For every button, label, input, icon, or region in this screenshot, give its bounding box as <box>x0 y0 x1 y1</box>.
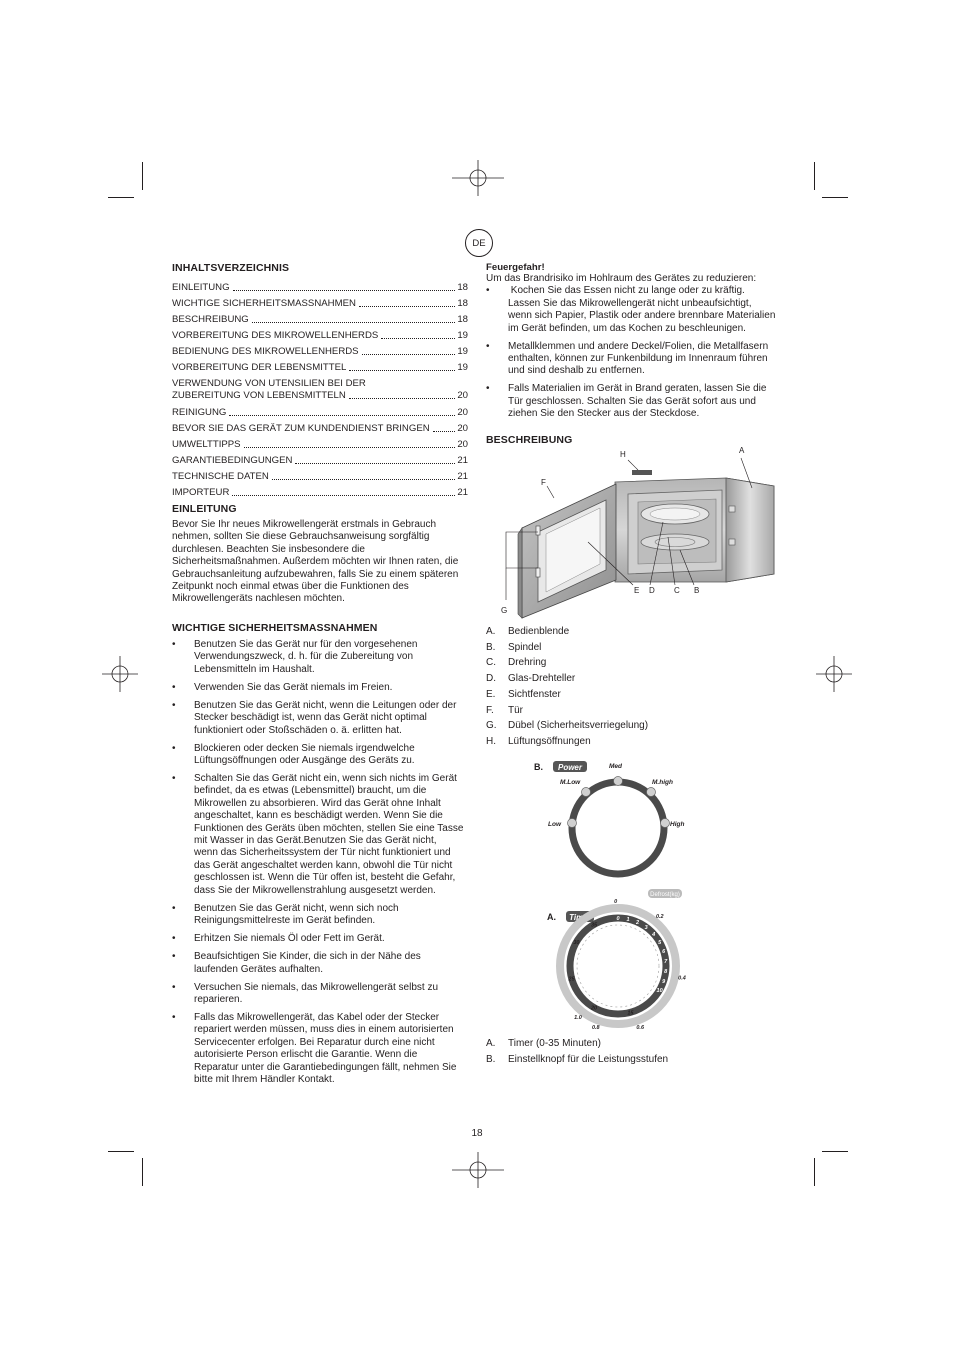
list-item <box>172 951 472 976</box>
einleitung-text <box>172 519 472 606</box>
einleitung-line: Zeitpunkt noch einmal etwas über die Funktionen des <box>172 581 409 593</box>
language-badge <box>465 229 493 257</box>
legend-item <box>486 703 786 719</box>
legend-text: Bedienblende <box>508 626 570 637</box>
einleitung-line: nehmen, sollten Sie diese Gebrauchsanweisung sorgfältig <box>172 531 430 543</box>
toc-item <box>172 282 468 294</box>
toc-item <box>172 439 468 451</box>
legend-text: Timer (0-35 Minuten) <box>508 1038 601 1049</box>
timer-minute-tick: 6 <box>662 949 666 956</box>
figure-label-c: C <box>674 586 680 595</box>
toc-item-label: TECHNISCHE DATEN <box>172 471 269 482</box>
legend-key: H. <box>486 735 496 747</box>
list-item-line: laufenden Gerätes aufhalten. <box>194 963 323 975</box>
toc-item <box>172 455 468 467</box>
power-level-mlow: M.Low <box>560 779 581 786</box>
legend-text: Glas-Drehteller <box>508 673 576 685</box>
list-item-line: geschlossen ist. Wenn die Tür offen ist, besteht die Gefahr, <box>194 872 456 884</box>
toc-item-label: VORBEREITUNG DES MIKROWELLENHERDS <box>172 330 379 341</box>
figure-label-e: E <box>634 586 640 595</box>
timer-minute-tick: 5 <box>658 940 662 946</box>
toc-item <box>172 471 468 483</box>
legend-key: A. <box>486 1038 496 1049</box>
timer-minute-tick: 9 <box>662 978 666 985</box>
legend-item <box>486 687 786 703</box>
list-item-line: im Gerät befinden, um das Kochen zu beschleunigen. <box>508 322 746 334</box>
list-item-line: Servicecenter erfolgen. Bei Reparatur durch eine nicht <box>194 1036 435 1048</box>
list-item-line: funktioniert oder Stoßschäden o. ä. erlitten hat. <box>194 724 402 736</box>
timer-minute-tick: 7 <box>664 959 668 965</box>
legend-key: B. <box>486 641 496 653</box>
timer-minute-tick: 15 <box>627 1010 634 1017</box>
list-item-line: • Benutzen Sie das Gerät nur für den vorgesehenen <box>194 639 418 650</box>
list-item <box>486 383 786 420</box>
toc-item <box>172 330 468 342</box>
list-item-line: Lassen Sie das Mikrowellengerät nicht unbeaufsichtigt, <box>508 297 752 309</box>
list-item-line: • Blockieren oder decken Sie niemals irgendwelche <box>194 742 415 754</box>
figure-label-g: G <box>501 606 508 615</box>
list-item-line: • Beaufsichtigen Sie Kinder, die sich in der Nähe des <box>194 951 421 963</box>
toc-item-label: VORBEREITUNG DER LEBENSMITTEL <box>172 362 347 373</box>
toc-item-page: 21 <box>457 487 468 498</box>
feuer-list <box>486 285 786 420</box>
list-item-line: • Verwenden Sie das Gerät niemals im Freien. <box>194 681 393 693</box>
left-column <box>172 262 472 1085</box>
timer-minute-tick: 3 <box>644 925 648 932</box>
list-item-line: enthalten, können zur Funkenbildung im Innenraum führen <box>508 353 768 365</box>
list-item <box>172 682 472 694</box>
toc-item <box>172 378 468 402</box>
list-item-line: • Benutzen Sie das Gerät nicht, wenn die Leitungen oder der <box>194 699 457 711</box>
legend-text: Drehring <box>508 657 547 669</box>
list-item-line: das Gerät angeschaltet werden kann, obwohl die Tür nicht <box>194 859 453 871</box>
figure-label-h: H <box>620 450 626 459</box>
legend-text: Einstellknopf für die Leistungsstufen <box>508 1053 669 1065</box>
timer-minute-tick: 35 <box>590 922 598 929</box>
toc-item-page: 18 <box>457 298 468 309</box>
sicherheit-list <box>172 639 472 1092</box>
toc-item <box>172 362 468 374</box>
list-item-line: Reinigungsmittelreste im Gerät befinden. <box>194 915 376 927</box>
list-item-line: angeschaltet, kann es beschädigt werden. Wenn Sie die <box>194 810 443 822</box>
legend-text: Tür <box>508 704 523 716</box>
figure-label-f: F <box>541 478 546 487</box>
power-dial <box>520 756 700 886</box>
list-item-line: • Erhitzen Sie niemals Öl oder Fett im Gerät. <box>194 933 385 945</box>
beschreibung-title: BESCHREIBUNG <box>486 434 573 446</box>
microwave-figure <box>490 442 790 622</box>
feuer-intro: Um das Brandrisiko im Hohlraum des Gerätes zu reduzieren: <box>486 273 757 284</box>
timer-minute-tick: 30 <box>573 940 580 946</box>
list-item <box>172 933 472 945</box>
figure-label-d: D <box>649 586 655 595</box>
list-item-line: reparieren. <box>194 993 243 1005</box>
legend-key: E. <box>486 688 496 700</box>
toc-item-page: 21 <box>457 471 468 482</box>
toc-item <box>172 407 468 419</box>
toc-item-label: VERWENDUNG VON UTENSILIEN BEI DER <box>172 378 366 389</box>
einleitung-title: EINLEITUNG <box>172 503 237 515</box>
toc-item-label: REINIGUNG <box>172 407 227 418</box>
toc-title: INHALTSVERZEICHNIS <box>172 262 290 274</box>
legend-item <box>486 655 786 671</box>
list-item-line: Lebensmitteln im Haushalt. <box>194 663 315 675</box>
power-level-med: Med <box>609 763 622 770</box>
list-item-line: • Falls das Mikrowellengerät, das Kabel oder der Stecker <box>194 1011 440 1023</box>
toc-item-label: IMPORTEUR <box>172 487 230 498</box>
timer-kg-tick: 0.4 <box>678 975 686 982</box>
list-item <box>172 1012 472 1086</box>
list-item-line: • Metallklemmen und andere Deckel/Folien, die Metallfasern <box>508 340 769 352</box>
list-item <box>486 341 786 378</box>
list-item <box>172 903 472 928</box>
list-item <box>172 700 472 737</box>
list-item-line: • Benutzen Sie das Gerät nicht, wenn sich noch <box>194 902 399 914</box>
einleitung-line: Mikrowellengeräts nachlesen möchten. <box>172 593 345 605</box>
power-level-low: Low <box>548 821 561 828</box>
legend-item <box>486 624 786 640</box>
figure-label-a: A <box>739 446 745 455</box>
list-item-line: wenn sich Papier, Plastik oder andere brennbare Materialien <box>508 310 776 322</box>
einleitung-line: Gebrauchsanleitung aufzubewahren, falls Sie zu einem späteren <box>172 568 459 580</box>
list-item-line: Tür geschlossen. Schalten Sie das Gerät sofort aus und <box>508 395 756 407</box>
timer-dial <box>520 886 700 1036</box>
timer-minute-tick: 8 <box>664 969 668 975</box>
toc-item-page: 19 <box>457 346 468 357</box>
list-item-line: • Schalten Sie das Gerät nicht ein, wenn sich nichts im Gerät <box>194 773 457 785</box>
toc-item <box>172 298 468 310</box>
toc-item-page: 20 <box>457 390 468 401</box>
list-item-line: Mikrowellen zu absorbieren. Wird das Gerät ohne Inhalt <box>194 797 441 809</box>
legend-key: F. <box>486 704 494 716</box>
legend-text: Dübel (Sicherheitsverriegelung) <box>508 720 649 732</box>
toc-item <box>172 423 468 435</box>
timer-minute-tick: 25 <box>568 976 575 983</box>
list-item-line: wenn das Sicherheitssystem der Tür nicht funktioniert und <box>194 847 451 859</box>
toc-item-page: 20 <box>457 439 468 450</box>
legend-item <box>486 1052 786 1068</box>
toc-item-page: 20 <box>457 423 468 434</box>
timer-minute-tick: 4 <box>652 931 656 938</box>
einleitung-line: Sicherheitsmaßnahmen. Außerdem möchten wir Ihnen raten, die <box>172 556 459 568</box>
timer-minute-tick: 2 <box>635 920 640 927</box>
timer-kg-tick: 0 <box>614 899 618 905</box>
feuer-title: Feuergefahr! <box>486 262 545 273</box>
list-item-line: und sind deshalb zu entfernen. <box>508 365 645 377</box>
timer-kg-tick: 0.6 <box>636 1025 645 1032</box>
timer-minute-tick: 10 <box>656 988 663 994</box>
list-item-line: Stecker beschädigt ist, wenn das Gerät nicht optimal <box>194 712 427 724</box>
toc-item-page: 21 <box>457 455 468 466</box>
toc-item-label: BEDIENUNG DES MIKROWELLENHERDS <box>172 346 359 357</box>
toc-item <box>172 314 468 326</box>
power-level-high: High <box>670 821 685 828</box>
sicherheit-title: WICHTIGE SICHERHEITSMASSNAHMEN <box>172 622 378 634</box>
list-item <box>172 982 472 1007</box>
timer-dial-letter: A. <box>547 912 556 922</box>
toc-item-page: 20 <box>457 407 468 418</box>
toc-item-label: BEVOR SIE DAS GERÄT ZUM KUNDENDIENST BRINGEN <box>172 423 430 434</box>
legend-key: C. <box>486 657 496 669</box>
list-item-line: Lüftungsöffnungen oder Ausgänge des Geräts zu. <box>194 755 415 767</box>
toc-item-page: 18 <box>457 282 468 293</box>
legend-key: A. <box>486 626 496 637</box>
legend-text: Spindel <box>508 641 542 653</box>
power-level-mhigh: M.high <box>652 779 673 786</box>
legend-item <box>486 718 786 734</box>
toc-item-label: UMWELTTIPPS <box>172 439 241 450</box>
toc-item <box>172 487 468 499</box>
list-item-line: • Kochen Sie das Essen nicht zu lange oder zu kräftig. <box>508 285 745 297</box>
figure-label-b: B <box>694 586 700 595</box>
list-item-line: bitte mit Ihrem Händler Kontakt. <box>194 1073 335 1085</box>
legend-text: Sichtfenster <box>508 688 561 700</box>
toc-item-label: BESCHREIBUNG <box>172 314 249 325</box>
list-item-line: Verwendungszweck, d. h. für die Zubereitung von <box>194 651 414 663</box>
timer-kg-tick: 1.0 <box>574 1015 582 1022</box>
list-item-line: repariert werden müssen, muss dies in einem autorisierten <box>194 1024 454 1036</box>
list-item <box>172 639 472 676</box>
timer-kg-tick: 0.2 <box>655 914 664 921</box>
legend-item <box>486 671 786 687</box>
list-item-line: • Falls Materialien im Gerät in Brand geraten, lassen Sie die <box>508 383 767 395</box>
list-item <box>486 285 786 335</box>
list-item-line: mit Wasser in das Gerät.Benutzen Sie das Gerät nicht, <box>194 835 437 847</box>
list-item-line: ziehen Sie den Stecker aus der Steckdose. <box>508 408 700 420</box>
toc-item-page: 19 <box>457 330 468 341</box>
language-badge-text: DE <box>472 237 486 249</box>
list-item-line: dass Sie der Mikrowellenstrahlung ausgesetzt werden. <box>194 884 436 896</box>
defrost-badge: Defrost(kg) <box>650 892 680 898</box>
legend-key: B. <box>486 1053 496 1065</box>
list-item-line: • Versuchen Sie niemals, das Mikrowellengerät selbst zu <box>194 981 439 993</box>
list-item-line: Funktionen des Geräts üben möchten, stellen Sie eine Tasse <box>194 822 464 834</box>
list-item <box>172 743 472 768</box>
legend-item <box>486 734 786 750</box>
right-column <box>486 262 786 446</box>
dial-legend <box>486 1036 786 1067</box>
einleitung-line: Bevor Sie Ihr neues Mikrowellengerät erstmals in Gebrauch <box>172 519 437 530</box>
power-badge: Power <box>557 763 583 772</box>
list-item-line: befindet, da es etwas (Lebensmittel) braucht, um die <box>194 785 427 797</box>
table-of-contents <box>172 282 472 502</box>
toc-item-page: 19 <box>457 362 468 373</box>
power-dial-letter: B. <box>534 762 543 772</box>
timer-badge: Timer <box>569 913 591 922</box>
list-item-line: Reparatur unter die Garantiebedingungen fällt, nehmen Sie <box>194 1061 457 1073</box>
toc-item-label: GARANTIEBEDINGUNGEN <box>172 455 293 466</box>
toc-item-label: EINLEITUNG <box>172 282 230 293</box>
toc-item-page: 18 <box>457 314 468 325</box>
toc-item <box>172 346 468 358</box>
page-number: 18 <box>471 1128 483 1139</box>
list-item-line: autorisierte Person erlischt die Garantie. Wenn die <box>194 1049 418 1061</box>
toc-item-label-2: ZUBEREITUNG VON LEBENSMITTELN <box>172 390 346 401</box>
list-item <box>172 773 472 897</box>
timer-kg-tick: 0.8 <box>591 1025 600 1032</box>
legend-text: Lüftungsöffnungen <box>508 735 591 747</box>
legend-key: G. <box>486 720 497 732</box>
timer-minute-tick: 0 <box>616 916 620 922</box>
legend-key: D. <box>486 673 496 685</box>
parts-legend <box>486 624 786 750</box>
timer-minute-tick: 20 <box>590 1005 598 1012</box>
einleitung-line: durchlesen. Beachten Sie insbesondere die <box>172 543 365 555</box>
legend-item <box>486 640 786 656</box>
timer-minute-tick: 1 <box>626 917 630 923</box>
toc-item-label: WICHTIGE SICHERHEITSMASSNAHMEN <box>172 298 356 309</box>
legend-item <box>486 1036 786 1052</box>
